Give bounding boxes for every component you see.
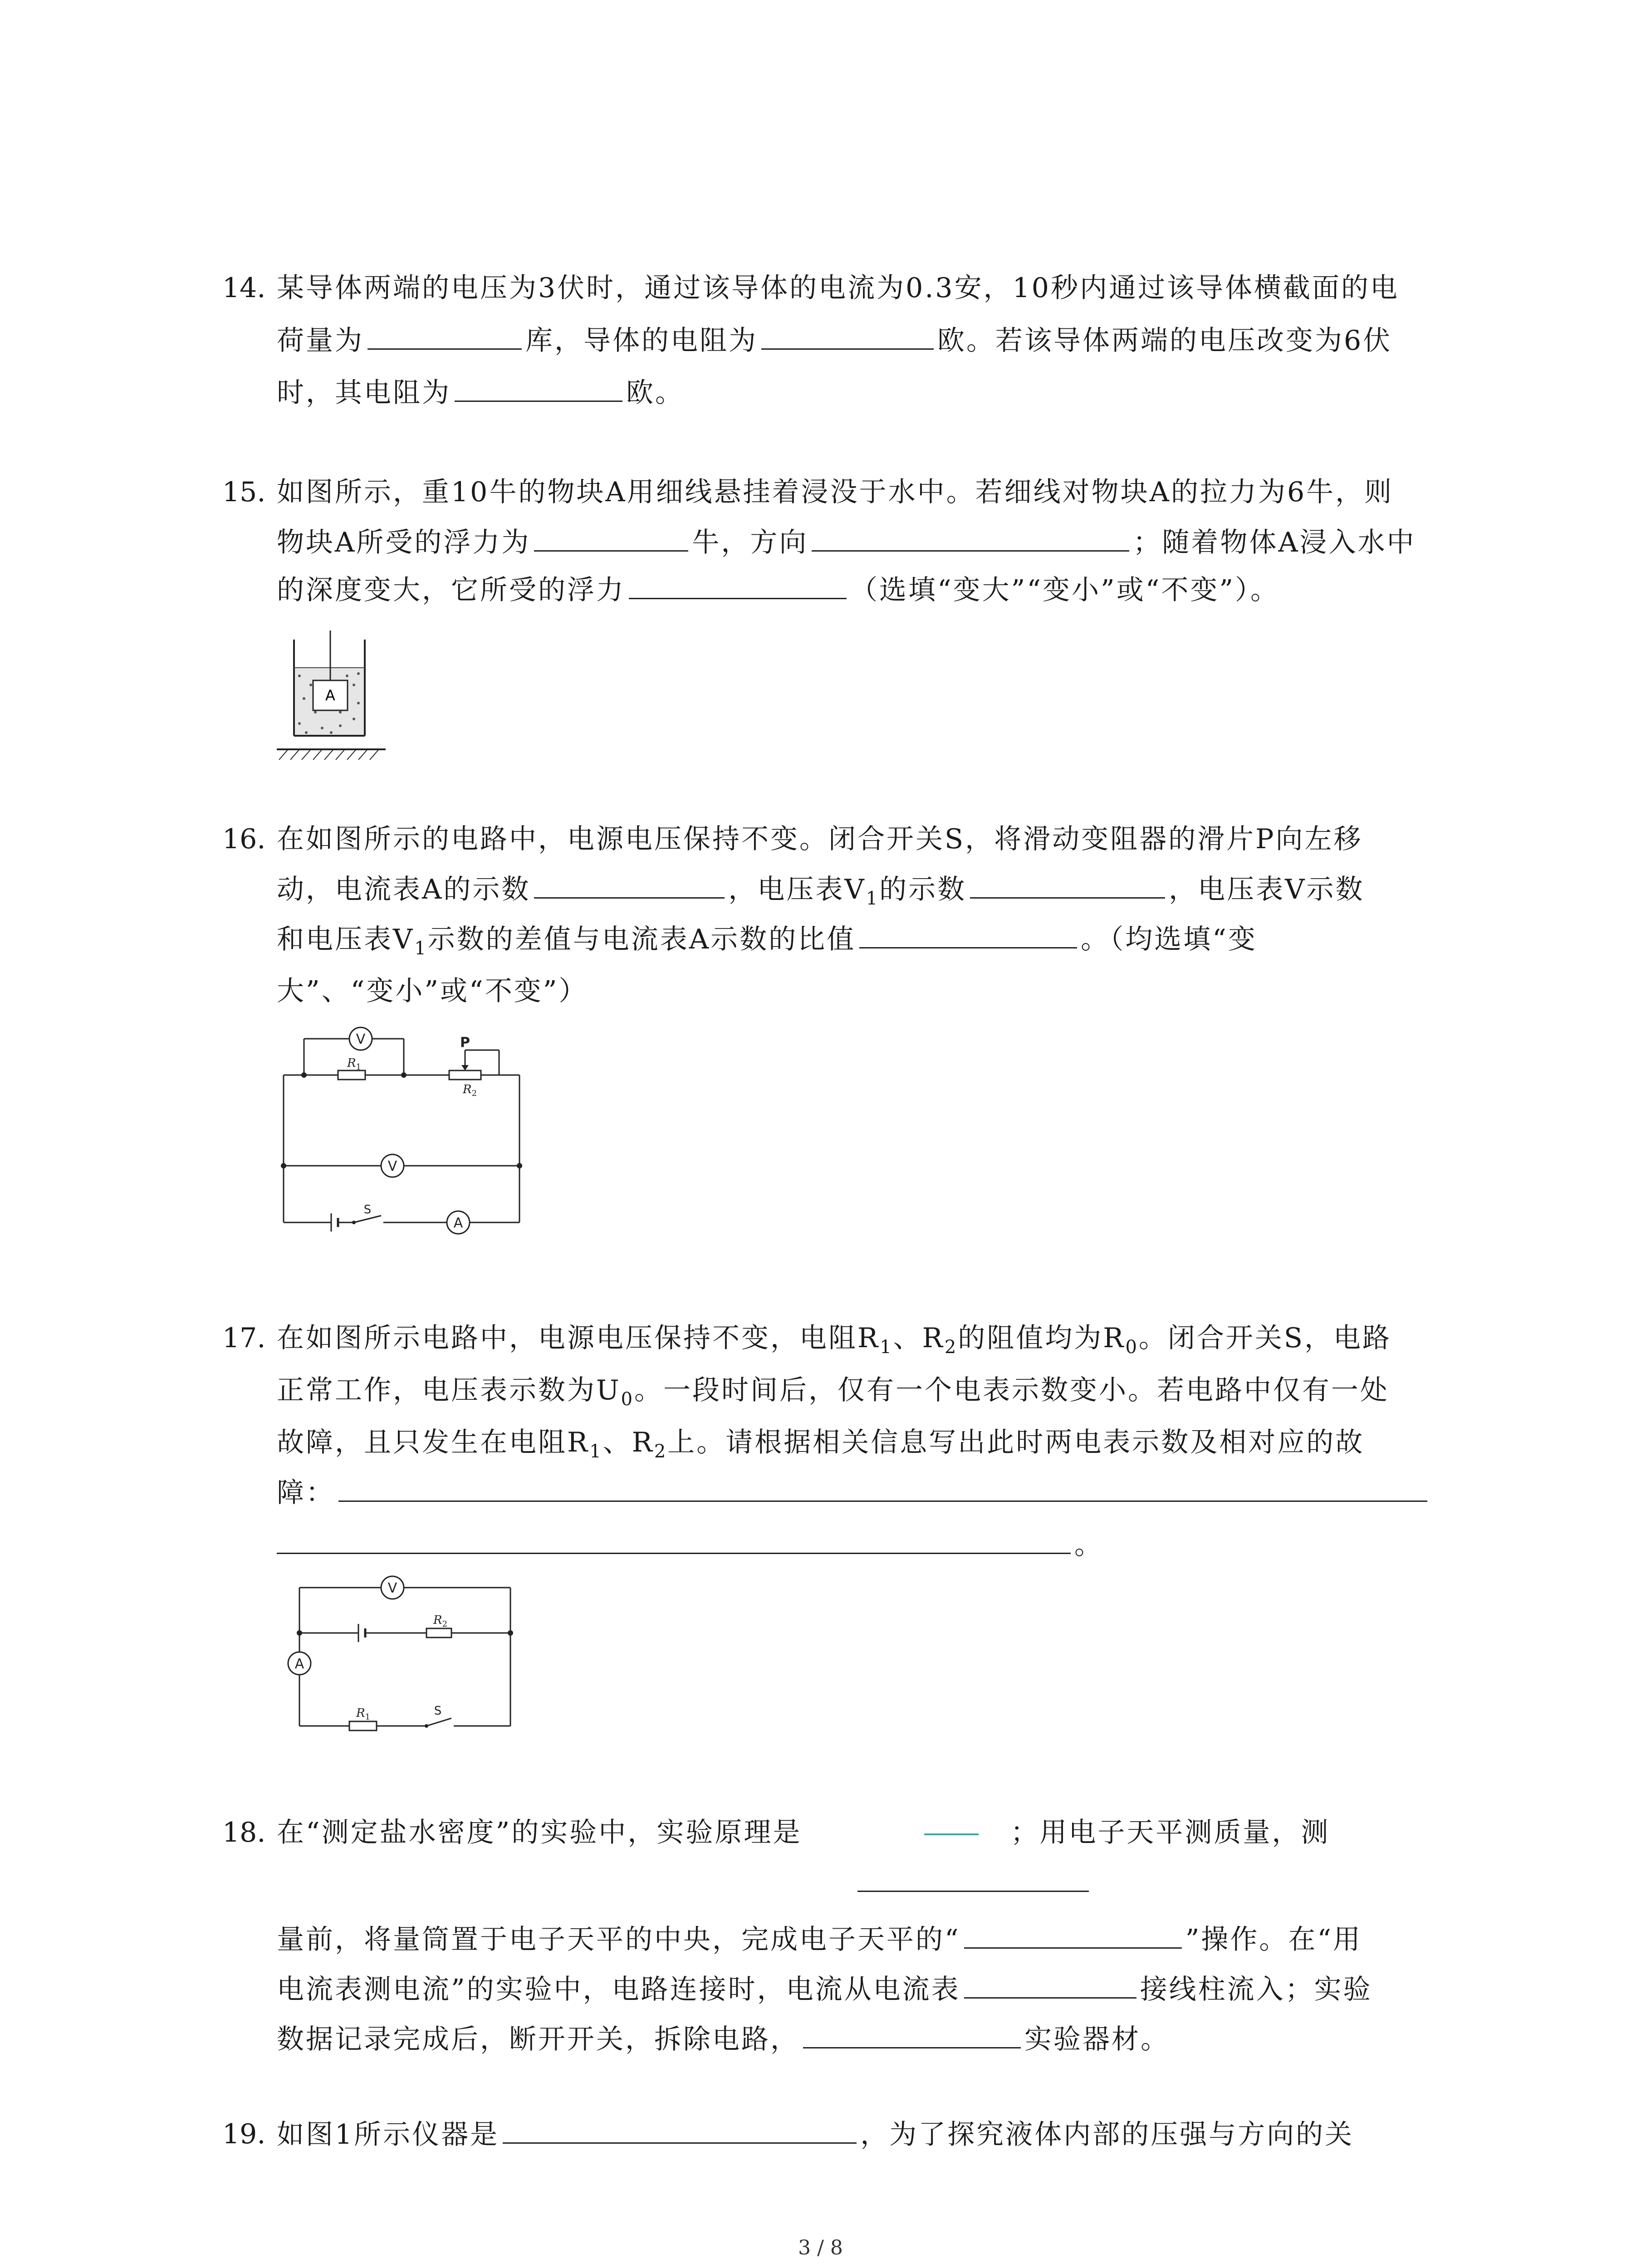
question-line: 在“测定盐水密度”的实验中，实验原理是 ；用电子天平测质量，测	[277, 1817, 1330, 1848]
resistor-label: $R_2$	[433, 1613, 448, 1629]
answer-blank[interactable]	[534, 871, 725, 899]
slider-label: P	[460, 1035, 470, 1051]
block-label: A	[325, 687, 335, 704]
answer-blank[interactable]	[534, 524, 688, 552]
question-line: 电流表测电流”的实验中，电路连接时，电流从电流表 接线柱流入；实验	[277, 1971, 1372, 2008]
switch-label: S	[434, 1704, 442, 1718]
answer-blank[interactable]	[964, 1921, 1182, 1949]
question-line: 物块A所受的浮力为 牛，方向 ；随着物体A浸入水中	[277, 524, 1416, 561]
question-line: 某导体两端的电压为3伏时，通过该导体的电流为0.3安，10秒内通过该导体横截面的电	[277, 272, 1399, 304]
question-line: 在如图所示的电路中，电源电压保持不变。闭合开关S，将滑动变阻器的滑片P向左移	[277, 823, 1363, 855]
question-line: 在如图所示电路中，电源电压保持不变，电阻$R_1$、$R_2$的阻值均为$R_0$。闭合开关S，电路	[277, 1322, 1392, 1358]
ammeter-label: A	[294, 1656, 304, 1672]
question-line: 的深度变大，它所受的浮力 （选填“变大”“变小”或“不变”）。	[277, 572, 1279, 608]
question-line: 数据记录完成后，断开开关，拆除电路， 实验器材。	[277, 2021, 1170, 2058]
answer-blank[interactable]	[503, 2116, 857, 2144]
answer-blank[interactable]	[970, 871, 1165, 899]
question-line: 动，电流表A的示数 ，电压表$V_1$的示数 ，电压表V示数	[277, 871, 1364, 917]
beaker-figure	[272, 631, 399, 767]
question-number: 17.	[222, 1322, 266, 1354]
voltmeter-label: V	[387, 1158, 397, 1174]
resistor-label: $R_1$	[347, 1056, 362, 1072]
question-line: 正常工作，电压表示数为$U_0$。一段时间后，仅有一个电表示数变小。若电路中仅有一处	[277, 1374, 1390, 1410]
question-line: 故障，且只发生在电阻$R_1$、$R_2$上。请根据相关信息写出此时两电表示数及相对应的故	[277, 1427, 1365, 1462]
answer-blank[interactable]	[812, 524, 1129, 552]
switch-label: S	[363, 1203, 372, 1217]
resistor-label: $R_2$	[463, 1083, 477, 1098]
answer-blank[interactable]	[629, 572, 847, 599]
question-number: 18.	[222, 1817, 266, 1848]
answer-blank[interactable]	[857, 1864, 1089, 1892]
ammeter-label: A	[453, 1215, 463, 1231]
answer-blank[interactable]	[455, 374, 622, 402]
question-number: 14.	[222, 272, 266, 304]
question-line: 如图所示，重10牛的物块A用细线悬挂着浸没于水中。若细线对物块A的拉力为6牛，则	[277, 476, 1394, 508]
answer-blank[interactable]	[761, 322, 934, 350]
page-number: 3 / 8	[798, 2236, 843, 2259]
question-line: 荷量为 库，导体的电阻为 欧。若该导体两端的电压改变为6伏	[277, 322, 1392, 359]
question-number: 16.	[222, 823, 266, 855]
question-line: 如图1所示仪器是 ，为了探究液体内部的压强与方向的关	[277, 2116, 1354, 2153]
question-line: 和电压表$V_1$示数的差值与电流表A示数的比值 。（均选填“变	[277, 921, 1257, 967]
voltmeter-label: V	[387, 1580, 397, 1596]
question-line: 。	[277, 1526, 1103, 1563]
formula-placeholder	[924, 1833, 979, 1835]
answer-blank[interactable]	[338, 1474, 1427, 1502]
answer-blank[interactable]	[859, 921, 1077, 948]
question-line: 时，其电阻为 欧。	[277, 374, 684, 411]
circuit-figure-16	[272, 1021, 535, 1247]
answer-blank[interactable]	[277, 1526, 1071, 1554]
resistor-label: $R_1$	[356, 1706, 371, 1722]
question-line: 障：	[277, 1474, 1431, 1511]
voltmeter-label: V	[356, 1031, 366, 1047]
answer-blank[interactable]	[367, 322, 522, 350]
answer-blank[interactable]	[964, 1971, 1136, 1999]
question-number: 15.	[222, 476, 266, 508]
answer-blank[interactable]	[803, 2021, 1021, 2048]
circuit-figure-17	[272, 1574, 526, 1746]
question-number: 19.	[222, 2118, 266, 2150]
question-line: 大”、“变小”或“不变”）	[277, 975, 588, 1007]
question-line: 量前，将量筒置于电子天平的中央，完成电子天平的“ ”操作。在“用	[277, 1921, 1362, 1958]
